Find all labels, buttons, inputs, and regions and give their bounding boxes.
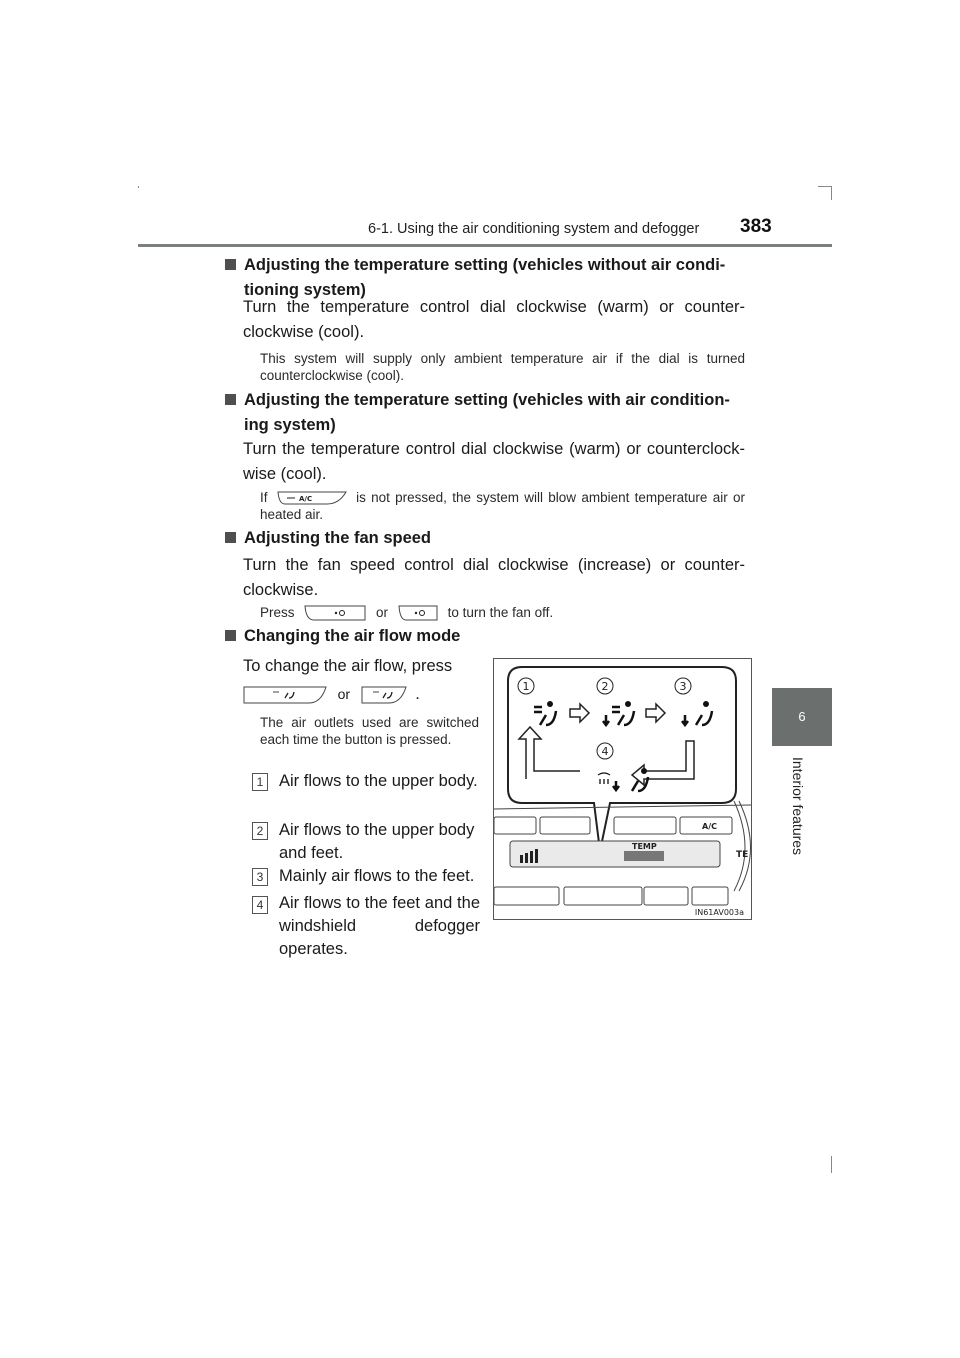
callout-label-2: 2: [601, 680, 609, 693]
body-text-buttons: [243, 682, 480, 707]
note-text-ac: [260, 489, 745, 523]
body-text: Turn the temperature control dial clockwise (warm) or counterclock-wise (cool).: [243, 440, 745, 483]
bullet-square-icon: [225, 532, 236, 543]
callout-label-3: 3: [679, 680, 687, 693]
note-end: to turn the fan off.: [447, 605, 554, 620]
bullet-square-icon: [225, 259, 236, 270]
note-text: This system will supply only ambient temperature air if the dial is turned counterclockwise (cool).: [260, 351, 745, 383]
crop-mark-top-right-v: [831, 186, 832, 200]
body-text-airflow: [243, 654, 480, 679]
fan-button-left-icon: [304, 605, 366, 621]
airflow-figure-svg: [494, 659, 751, 919]
bullet-square-icon: [225, 630, 236, 641]
mode-text-3: Mainly air flows to the feet.: [279, 867, 475, 885]
section-heading-fan-speed: [225, 529, 431, 548]
note-text-fan: [260, 604, 745, 621]
note-press: Press: [260, 605, 295, 620]
ac-button-icon: [277, 491, 347, 505]
note-suffix: is not pressed, the system will blow ambient temperature air or heated air.: [260, 490, 745, 522]
mode-text-1: Air flows to the upper body.: [279, 772, 478, 790]
panel-edge-label: TE: [736, 850, 749, 860]
body-text: Turn the temperature control dial clockwise (warm) or counter-clockwise (cool).: [243, 298, 745, 341]
fan-button-right-icon: [398, 605, 438, 621]
body-period: .: [415, 685, 420, 703]
chapter-label: Interior features: [790, 757, 806, 856]
bullet-square-icon: [225, 394, 236, 405]
note-prefix: If: [260, 490, 268, 505]
callout-number-3: [675, 678, 691, 694]
section-title: 6-1. Using the air conditioning system and defogger: [368, 221, 700, 237]
chapter-tab: 6: [772, 688, 832, 746]
heading-line: Changing the air flow mode: [244, 627, 461, 645]
heading-line: Adjusting the temperature setting (vehicles without air condi-: [244, 256, 726, 274]
heading-line-cont: ing system): [244, 416, 336, 434]
callout-number-4: [597, 743, 613, 759]
mode-number-4: 4: [252, 896, 268, 914]
mode-number-2: 2: [252, 822, 268, 840]
mode-button-right-icon: [361, 686, 407, 704]
section-heading-temp-no-ac: [225, 256, 745, 300]
note-text-airflow: The air outlets used are switched each time the button is pressed.: [260, 715, 479, 747]
note-or: or: [376, 605, 389, 620]
panel-ac-label: A/C: [702, 822, 717, 831]
image-code: IN61AV003a: [694, 908, 744, 917]
header-rule: [138, 244, 832, 247]
callout-number-2: [597, 678, 613, 694]
callout-number-1: [518, 678, 534, 694]
page-number: 383: [740, 216, 772, 237]
mode-button-left-icon: [243, 686, 327, 704]
crop-mark-top-left: [138, 186, 139, 188]
body-text: Turn the fan speed control dial clockwise (increase) or counter-clockwise.: [243, 556, 745, 599]
mode-number-1: 1: [252, 773, 268, 791]
panel-temp-label: TEMP: [632, 842, 657, 851]
body-intro: To change the air flow, press: [243, 657, 453, 675]
crop-mark-bottom-right: [831, 1156, 832, 1173]
heading-line: Adjusting the fan speed: [244, 529, 432, 547]
airflow-mode-figure: [493, 658, 752, 920]
callout-label-1: 1: [522, 680, 530, 693]
section-heading-air-flow: [225, 627, 460, 646]
mode-text-4: Air flows to the feet and the windshield defogger operates.: [279, 894, 480, 958]
crop-mark-top-right-h: [818, 186, 832, 187]
section-heading-temp-with-ac: [225, 391, 745, 435]
mode-number-3: 3: [252, 868, 268, 886]
body-or: or: [337, 686, 351, 702]
heading-line-cont: tioning system): [244, 281, 366, 299]
mode-text-2: Air flows to the upper body and feet.: [279, 821, 475, 862]
callout-label-4: 4: [601, 745, 609, 758]
heading-line: Adjusting the temperature setting (vehicles with air condition-: [244, 391, 730, 409]
svg-text:A/C: A/C: [298, 495, 312, 504]
